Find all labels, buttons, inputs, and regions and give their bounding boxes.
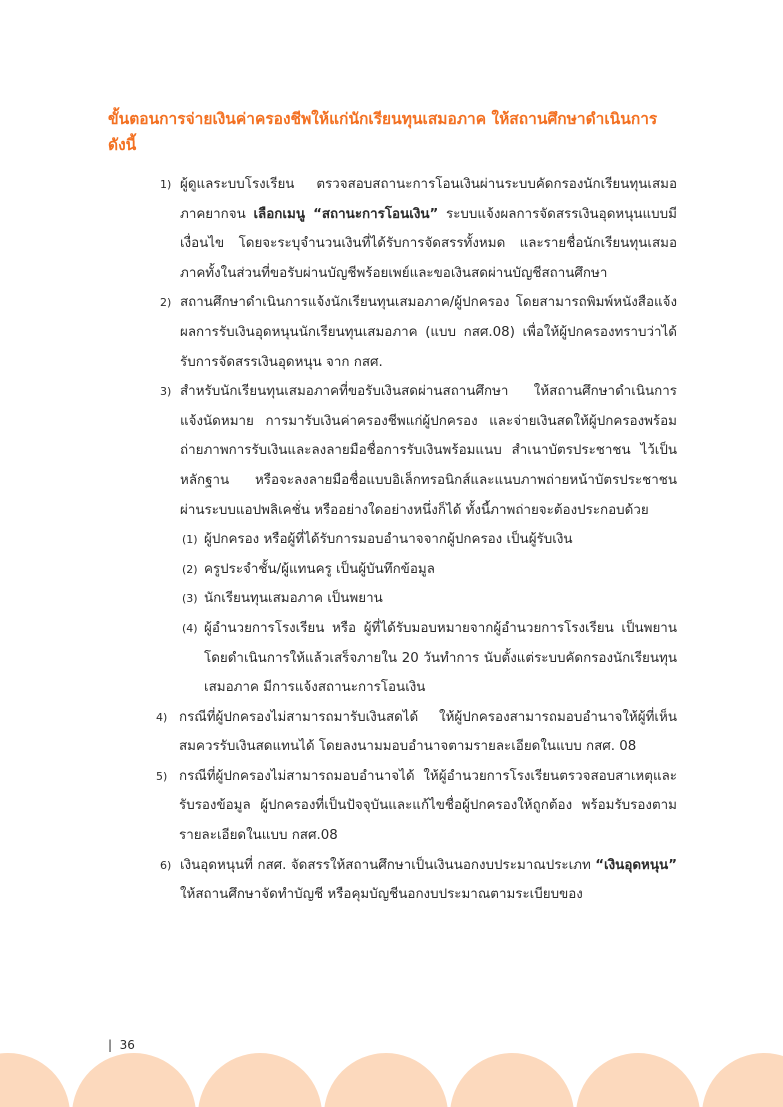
sub-item-text: ผู้อำนวยการโรงเรียน หรือ ผู้ที่ได้รับมอบหมายจากผู้อำนวยการโรงเรียน เป็นพยาน โดยดำเนินการให้แล้วเสร็จภายใน 20 วันทำการ นับตั้งแต่ระบบคัดกรองนักเรียนทุนเสมอภาค มีการแจ้งสถานะการโอนเงิน: [204, 620, 677, 696]
page-number-separator: |: [108, 1038, 120, 1052]
decorative-circle: [198, 1053, 322, 1107]
sub-item-number: (4): [182, 621, 198, 635]
decorative-circle: [702, 1053, 783, 1107]
item-number: 3): [160, 385, 172, 399]
section-heading: ขั้นตอนการจ่ายเงินค่าครองชีพให้แก่นักเรียนทุนเสมอภาค ให้สถานศึกษาดำเนินการดังนี้: [108, 110, 658, 154]
decorative-circle: [324, 1053, 448, 1107]
item-number: 2): [160, 296, 172, 310]
sub-item-text: ผู้ปกครอง หรือผู้ที่ได้รับการมอบอำนาจจากผู้ปกครอง เป็นผู้รับเงิน: [204, 532, 573, 548]
sub-item-number: (2): [182, 562, 198, 576]
list-item-4: [156, 703, 677, 762]
decorative-circle: [450, 1053, 574, 1107]
item-number: 1): [160, 178, 172, 191]
item-number: 6): [160, 858, 172, 872]
item-number: 5): [156, 769, 168, 783]
item-text: ให้สถานศึกษาจัดทำบัญชี หรือคุมบัญชีนอกงบประมาณตามระเบียบของ: [180, 887, 583, 903]
sub-item-number: (3): [182, 592, 198, 606]
item-text: เงินอุดหนุนที่ กสศ. จัดสรรให้สถานศึกษาเป็นเงินนอกงบประมาณประเภท: [180, 857, 596, 873]
sub-item-3: [160, 584, 677, 614]
sub-item-4: [160, 614, 677, 703]
sub-item-1: [160, 525, 677, 555]
sub-item-text: นักเรียนทุนเสมอภาค เป็นพยาน: [204, 591, 383, 607]
procedure-list: [156, 170, 677, 910]
page-number-value: 36: [119, 1038, 135, 1052]
decorative-circle: [72, 1053, 196, 1107]
item-text: กรณีที่ผู้ปกครองไม่สามารถมอบอำนาจได้ ให้ผู้อำนวยการโรงเรียนตรวจสอบสาเหตุและรับรองข้อมูล ผู้ปกครองที่เป็นปัจจุบันและแก้ไขชื่อผู้ปกครองให้ถูกต้อง พร้อมรับรองตามรายละเอียดในแบบ กสศ.08: [179, 768, 677, 844]
list-item-2: [160, 288, 677, 377]
sub-item-text: ครูประจำชั้น/ผู้แทนครู เป็นผู้บันทึกข้อมูล: [204, 561, 435, 577]
decorative-circle: [576, 1053, 700, 1107]
sub-item-2: [160, 555, 677, 585]
item-text: สถานศึกษาดำเนินการแจ้งนักเรียนทุนเสมอภาค/ผู้ปกครอง โดยสามารถพิมพ์หนังสือแจ้งผลการรับเงินอุดหนุนนักเรียนทุนเสมอภาค (แบบ กสศ.08) เพื่อให้ผู้ปกครองทราบว่าได้รับการจัดสรรเงินอุดหนุน จาก กสศ.: [180, 295, 677, 370]
list-item-3: [160, 377, 677, 525]
item-text: ผู้ดูแลระบบโรงเรียน ตรวจสอบสถานะการโอนเงินผ่านระบบคัดกรองนักเรียนทุนเสมอภาคยากจน: [180, 177, 677, 222]
item-text: กรณีที่ผู้ปกครองไม่สามารถมารับเงินสดได้ ให้ผู้ปกครองสามารถมอบอำนาจให้ผู้ที่เห็นสมควรรับเงินสดแทนได้ โดยลงนามมอบอำนาจตามรายละเอียดในแบบ กสศ. 08: [179, 709, 677, 755]
sub-item-number: (1): [182, 533, 198, 547]
fund-type-label: “เงินอุดหนุน”: [595, 857, 677, 873]
decorative-footer-circles: [0, 1050, 783, 1107]
list-item-5: [156, 762, 677, 851]
item-number: 4): [156, 710, 168, 724]
decorative-circle: [0, 1053, 70, 1107]
list-item-6: [160, 851, 677, 910]
item-text: สำหรับนักเรียนทุนเสมอภาคที่ขอรับเงินสดผ่านสถานศึกษา ให้สถานศึกษาดำเนินการแจ้งนัดหมาย การมารับเงินค่าครองชีพแก่ผู้ปกครอง และจ่ายเงินสดให้ผู้ปกครองพร้อมถ่ายภาพการรับเงินและลงลายมือชื่อการรับเงินพร้อมแนบ สำเนาบัตรประชาชน ไว้เป็นหลักฐาน หรือจะลงลายมือชื่อแบบอิเล็กทรอนิกส์และแนบภาพถ่ายหน้าบัตรประชาชนผ่านระบบแอปพลิเคชั่น หรืออย่างใดอย่างหนึ่งก็ได้ ทั้งนี้ภาพถ่ายจะต้องประกอบด้วย: [180, 384, 677, 518]
item-text: ระบบแจ้งผลการจัดสรรเงินอุดหนุนแบบมีเงื่อนไข โดยจะระบุจำนวนเงินที่ได้รับการจัดสรรทั้งหมด และรายชื่อนักเรียนทุนเสมอภาคทั้งในส่วนที่ขอรับผ่านบัญชีพร้อยเพย์และขอเงินสดผ่านบัญชีสถานศึกษา: [180, 206, 677, 281]
list-item-1: [160, 170, 677, 288]
menu-instruction: เลือกเมนู “สถานะการโอนเงิน”: [253, 206, 439, 222]
